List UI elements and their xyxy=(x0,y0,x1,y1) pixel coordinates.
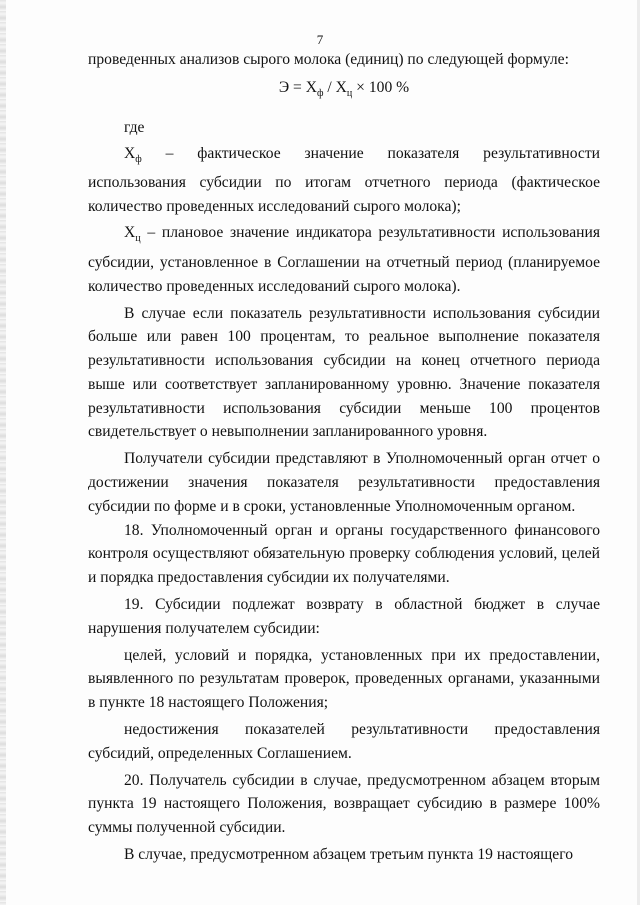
formula-x1-sub: ф xyxy=(317,87,324,99)
definition-symbol-sub: ф xyxy=(135,153,142,165)
formula-tail: × 100 % xyxy=(352,78,410,96)
paragraph-19-item-1: целей, условий и порядка, установленных при их предоставлении, выявленного по результатам проверок, проведенных органами, указанными в пункте 18 настоящего Положения; xyxy=(88,646,600,712)
where-label: где xyxy=(124,118,145,136)
paragraph-20: 20. Получатель субсидии в случае, предусмотренном абзацем вторым пункта 19 настоящего Положения, возвращает субсидию в размере 100% суммы полученной субсидии. xyxy=(88,771,600,837)
definition-symbol: Х xyxy=(124,144,136,162)
paragraph-continuation: В случае, предусмотренном абзацем третьим пункта 19 настоящего xyxy=(124,846,574,864)
formula-div: / xyxy=(323,78,336,96)
document-body xyxy=(88,48,600,867)
paragraph-19: 19. Субсидии подлежат возврату в областной бюджет в случае нарушения получателем субсидии: xyxy=(88,596,600,637)
paragraph-19-item-2: недостижения показателей результативности предоставления субсидий, определенных Соглашением. xyxy=(88,721,600,762)
definition-symbol: Х xyxy=(124,224,136,241)
page-number: 7 xyxy=(316,32,324,47)
scan-edge-left xyxy=(0,0,6,905)
formula-x1: Х xyxy=(305,78,318,96)
paragraph-18: 18. Уполномоченный орган и органы государственного финансового контроля осуществляют обязательную проверку соблюдения условий, целей и порядка предоставления субсидии их получателями. xyxy=(88,521,600,587)
intro-line: проведенных анализов сырого молока (единиц) по следующей формуле: xyxy=(88,51,569,68)
formula-x2: Х xyxy=(335,78,347,96)
formula-lhs: Э = xyxy=(278,78,302,96)
formula xyxy=(88,76,600,106)
definition-planned xyxy=(88,221,600,299)
paragraph-report: Получатели субсидии представляют в Уполномоченный орган отчет о достижении значения показателя результативности предоставления субсидии по форме и в сроки, установленные Уполномоченным органом. xyxy=(88,450,600,515)
definition-symbol-sub: ц xyxy=(135,233,141,245)
definition-text: – фактическое значение показателя результативности использования субсидии по итогам отчетного периода (фактическое количество проведенных исследований сырого молока); xyxy=(88,144,600,216)
definition-actual xyxy=(88,142,600,220)
formula-x2-sub: ц xyxy=(346,87,353,99)
definition-text: – плановое значение индикатора результативности использования субсидии, установленное в Соглашении на отчетный период (планируемое количество проведенных исследований сырого молока). xyxy=(88,224,600,295)
paragraph-threshold: В случае если показатель результативности использования субсидии больше или равен 100 процентам, то реальное выполнение показателя результативности использования субсидии на конец отчетного периода выше или соответствует запланированному уровню. Значение показателя результативности использования субсидии меньше 100 процентов свидетельствует о невыполнении запланированного уровня. xyxy=(88,304,600,441)
